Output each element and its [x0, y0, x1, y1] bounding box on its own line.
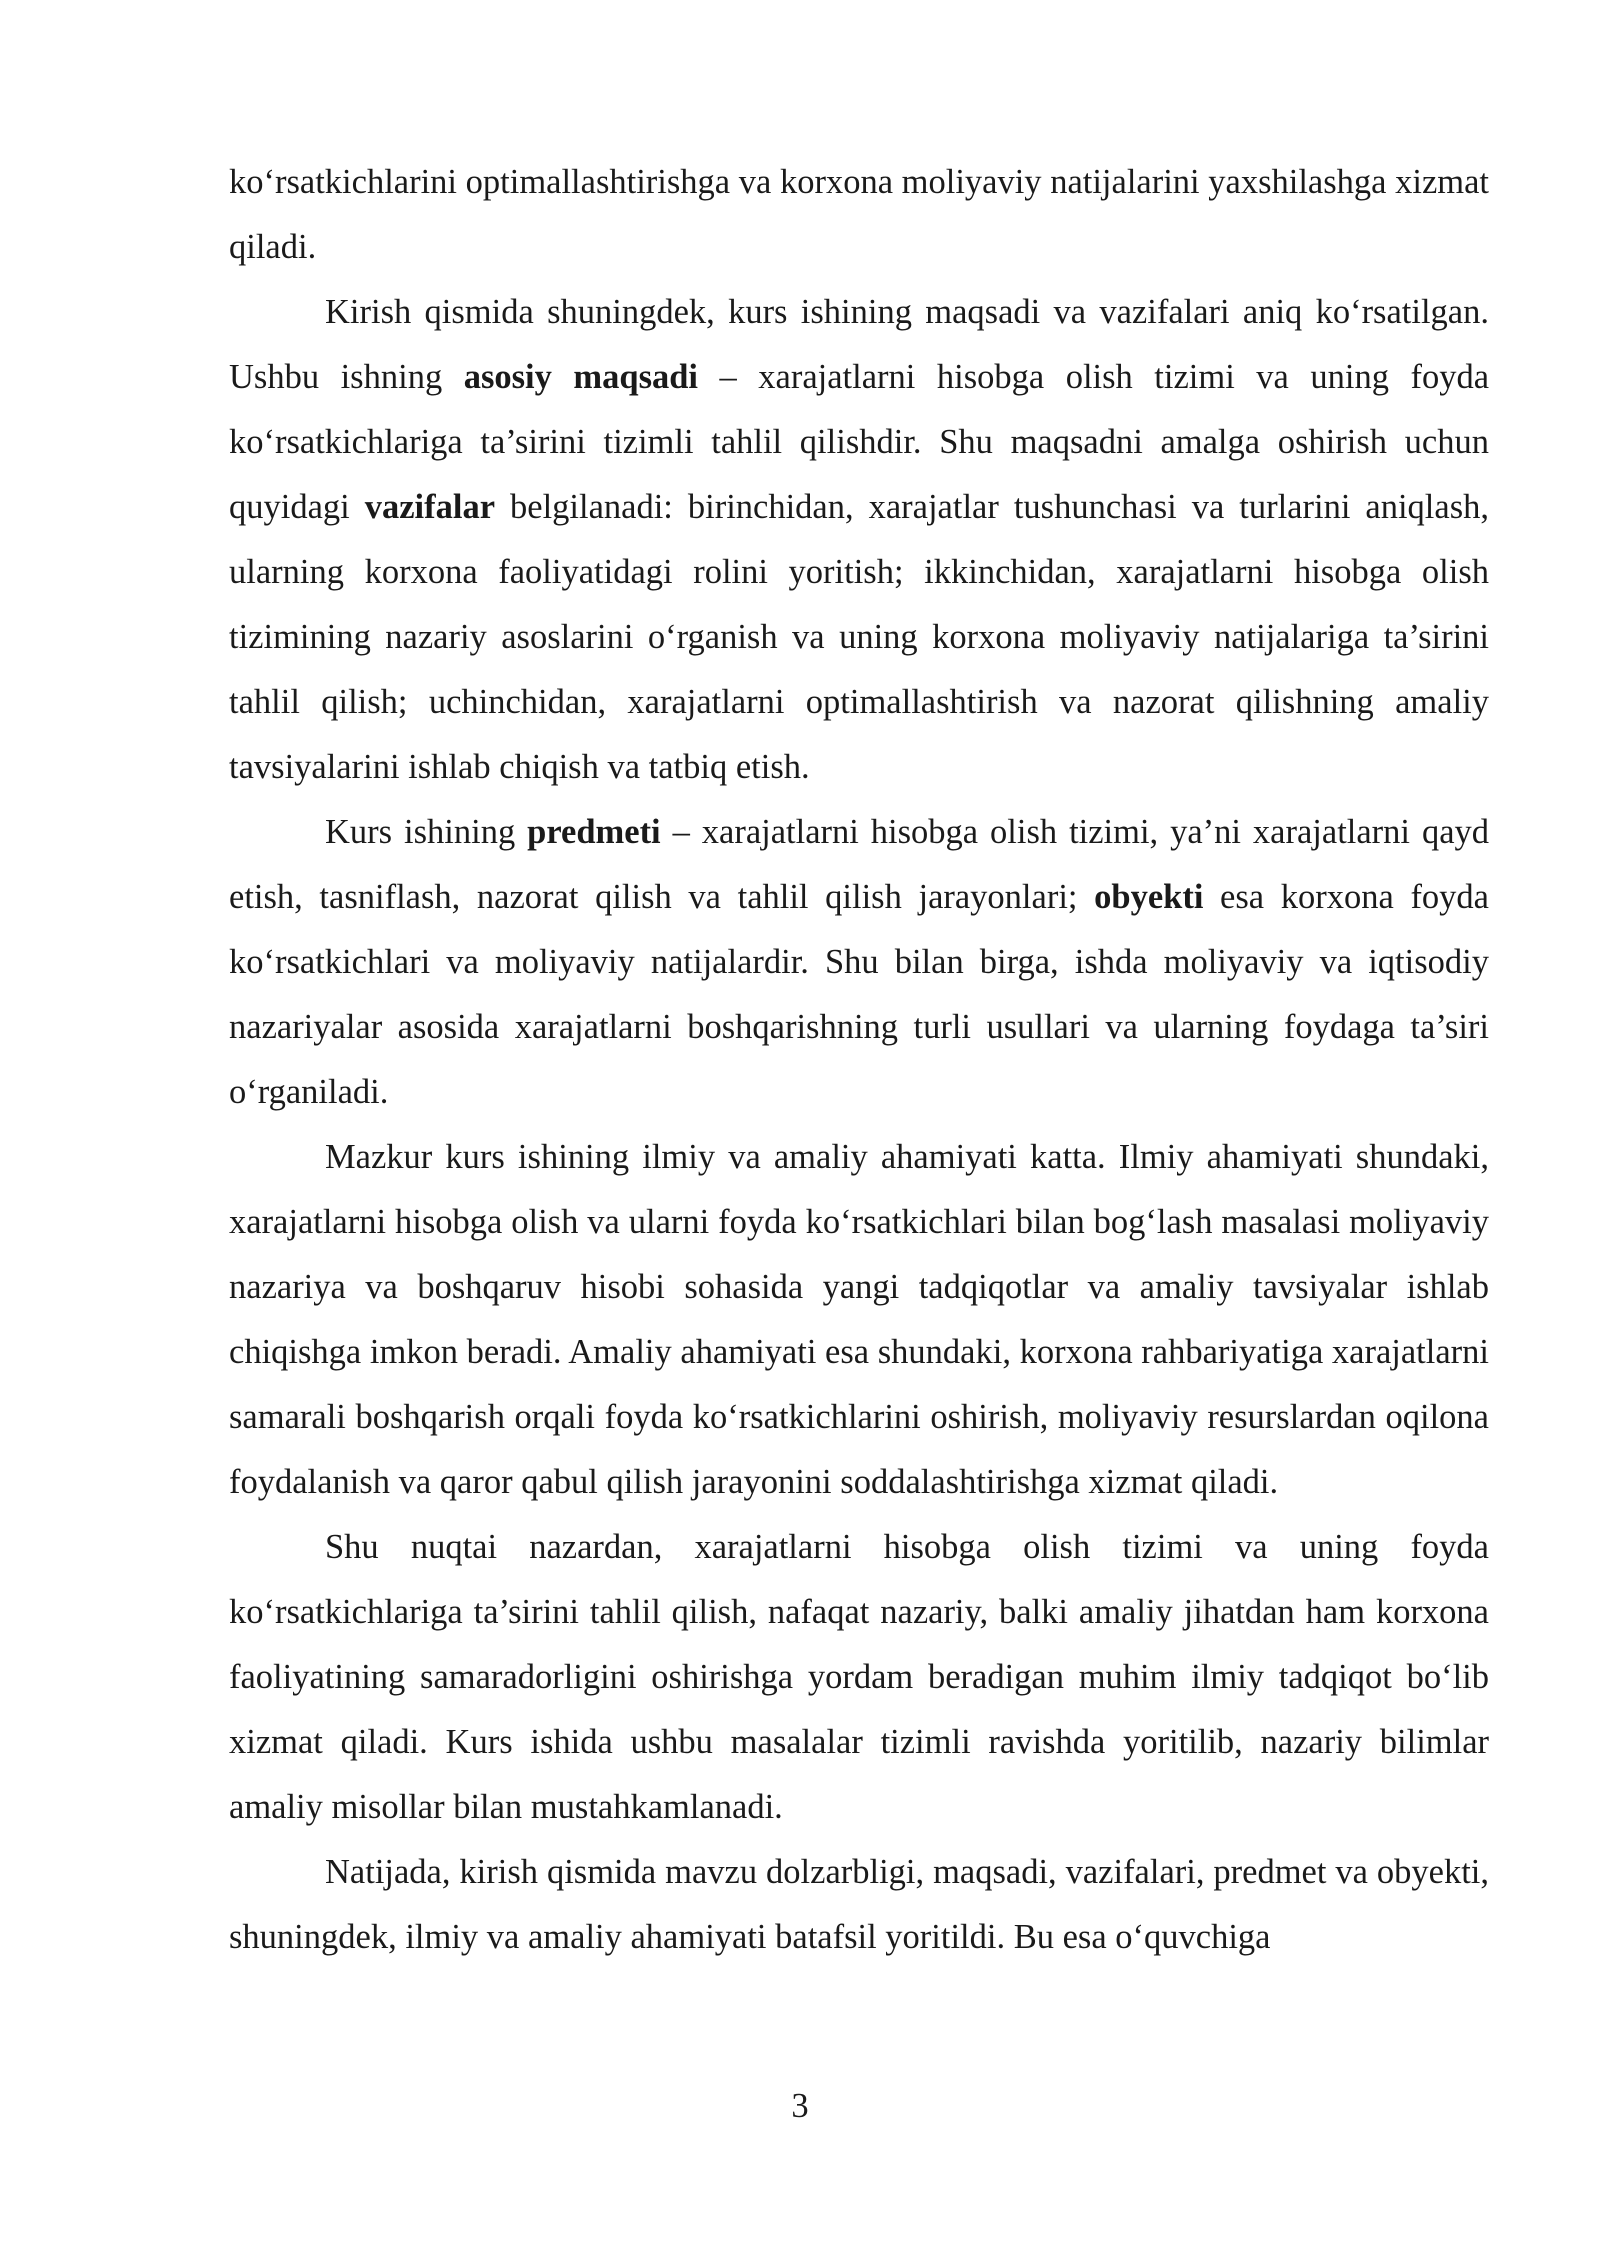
paragraph-text: Natijada, kirish qismida mavzu dolzarbligi, maqsadi, vazifalari, predmet va obyekti, shuningdek, ilmiy va amaliy ahamiyati batafsil yoritildi. Bu esa o‘quvchiga — [229, 1853, 1489, 1956]
page-number: 3 — [791, 2087, 809, 2125]
paragraph-text: Mazkur kurs ishining ilmiy va amaliy ahamiyati katta. Ilmiy ahamiyati shundaki, xarajatlarni hisobga olish va ularni foyda ko‘rsatkichlari bilan bog‘lash masalasi moliyaviy nazariya va boshqaruv hisobi sohasida yangi tadqiqotlar va amaliy tavsiyalar ishlab chiqishga imkon beradi. Amaliy ahamiyati esa shundaki, korxona rahbariyatiga xarajatlarni samarali boshqarish orqali foyda ko‘rsatkichlarini oshirish, moliyaviy resurslardan oqilona foydalanish va qaror qabul qilish jarayonini soddalashtirishga xizmat qiladi. — [229, 1138, 1489, 1501]
paragraph-text: esa korxona foyda ko‘rsatkichlari va moliyaviy natijalardir. Shu bilan birga, ishda moliyaviy va iqtisodiy nazariyalar asosida xarajatlarni boshqarishning turli usullari va ularning foydaga ta’siri o‘rganiladi. — [229, 878, 1489, 1111]
bold-term-obyekti: obyekti — [1094, 878, 1204, 916]
bold-term-predmeti: predmeti — [527, 813, 661, 851]
paragraph-text: – xarajatlarni hisobga olish tizimi va uning foyda ko‘rsatkichlariga ta’sirini tizimli tahlil qilishdir. Shu maqsadni amalga oshirish uchun quyidagi — [229, 358, 1490, 526]
paragraph-text: belgilanadi: birinchidan, xarajatlar tushunchasi va turlarini aniqlash, ularning korxona faoliyatidagi rolini yoritish; ikkinchidan, xarajatlarni hisobga olish tizimining nazariy asoslarini o‘rganish va uning korxona moliyaviy natijalariga ta’sirini tahlil qilish; uchinchidan, xarajatlarni optimallashtirish va nazorat qilishning amaliy tavsiyalarini ishlab chiqish va tatbiq etish. — [229, 488, 1489, 786]
paragraph-text: ko‘rsatkichlarini optimallashtirishga va korxona moliyaviy natijalarini yaxshilashga xizmat qiladi. — [229, 163, 1489, 266]
document-body — [229, 150, 1489, 1970]
bold-term-asosiy-maqsadi: asosiy maqsadi — [463, 358, 699, 396]
paragraph-text: Kirish qismida shuningdek, kurs ishining maqsadi va vazifalari aniq ko‘rsatilgan. Ushbu ishning — [229, 293, 1489, 396]
paragraph-3 — [229, 800, 1489, 1125]
paragraph-5 — [229, 1515, 1489, 1840]
paragraph-1 — [229, 150, 1489, 280]
paragraph-text: – xarajatlarni hisobga olish tizimi, ya’ni xarajatlarni qayd etish, tasniflash, nazorat qilish va tahlil qilish jarayonlari; — [229, 813, 1490, 916]
bold-term-vazifalar: vazifalar — [364, 488, 496, 526]
paragraph-text: Shu nuqtai nazardan, xarajatlarni hisobga olish tizimi va uning foyda ko‘rsatkichlariga ta’sirini tahlil qilish, nafaqat nazariy, balki amaliy jihatdan ham korxona faoliyatining samaradorligini oshirishga yordam beradigan muhim ilmiy tadqiqot bo‘lib xizmat qiladi. Kurs ishida ushbu masalalar tizimli ravishda yoritilib, nazariy bilimlar amaliy misollar bilan mustahkamlanadi. — [229, 1528, 1489, 1826]
paragraph-2 — [229, 280, 1489, 800]
paragraph-6 — [229, 1840, 1489, 1970]
paragraph-text: Kurs ishining — [325, 813, 528, 851]
paragraph-4 — [229, 1125, 1489, 1515]
